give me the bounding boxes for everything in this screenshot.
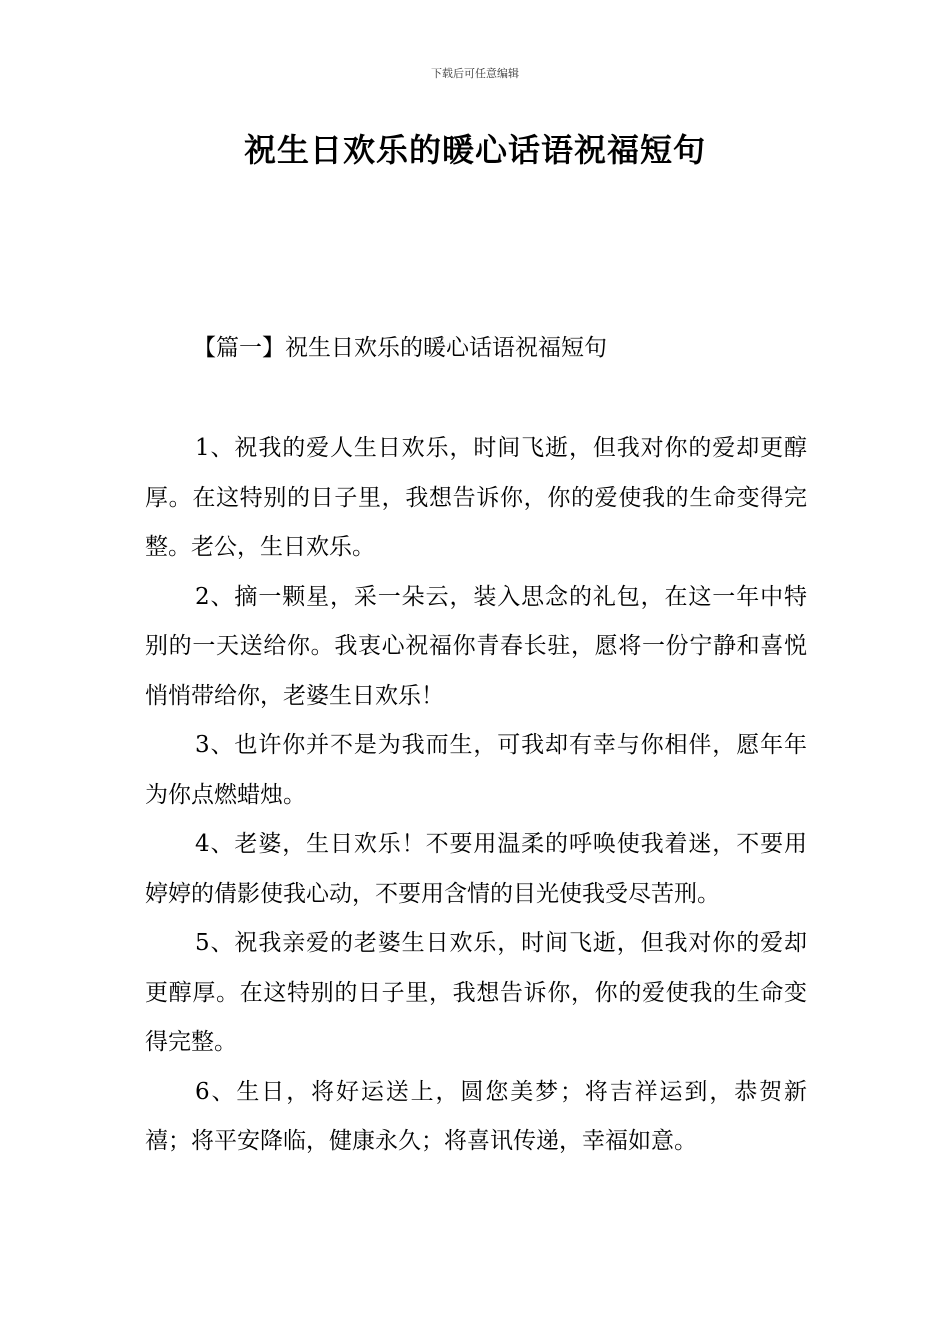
section-heading: 【篇一】祝生日欢乐的暖心话语祝福短句 <box>193 335 607 361</box>
paragraph-3: 3、也许你并不是为我而生，可我却有幸与你相伴，愿年年为你点燃蜡烛。 <box>145 732 807 808</box>
paragraph-5: 5、祝我亲爱的老婆生日欢乐，时间飞逝，但我对你的爱却更醇厚。在这特别的日子里，我想告诉你，你的爱使我的生命变得完整。 <box>145 930 807 1055</box>
document-title: 祝生日欢乐的暖心话语祝福短句 <box>243 131 706 169</box>
paragraph-6: 6、生日，将好运送上，圆您美梦；将吉祥运到，恭贺新禧；将平安降临，健康永久；将喜讯传递，幸福如意。 <box>145 1078 807 1154</box>
paragraph-2: 2、摘一颗星，采一朵云，装入思念的礼包，在这一年中特别的一天送给你。我衷心祝福你青春长驻，愿将一份宁静和喜悦悄悄带给你，老婆生日欢乐！ <box>145 583 807 709</box>
document-body <box>145 424 807 1167</box>
paragraph-4: 4、老婆，生日欢乐！不要用温柔的呼唤使我着迷，不要用婷婷的倩影使我心动，不要用含情的目光使我受尽苦刑。 <box>145 831 807 907</box>
paragraph-1: 1、祝我的爱人生日欢乐，时间飞逝，但我对你的爱却更醇厚。在这特别的日子里，我想告诉你，你的爱使我的生命变得完整。老公，生日欢乐。 <box>145 435 807 560</box>
header-note: 下载后可任意编辑 <box>431 67 519 80</box>
